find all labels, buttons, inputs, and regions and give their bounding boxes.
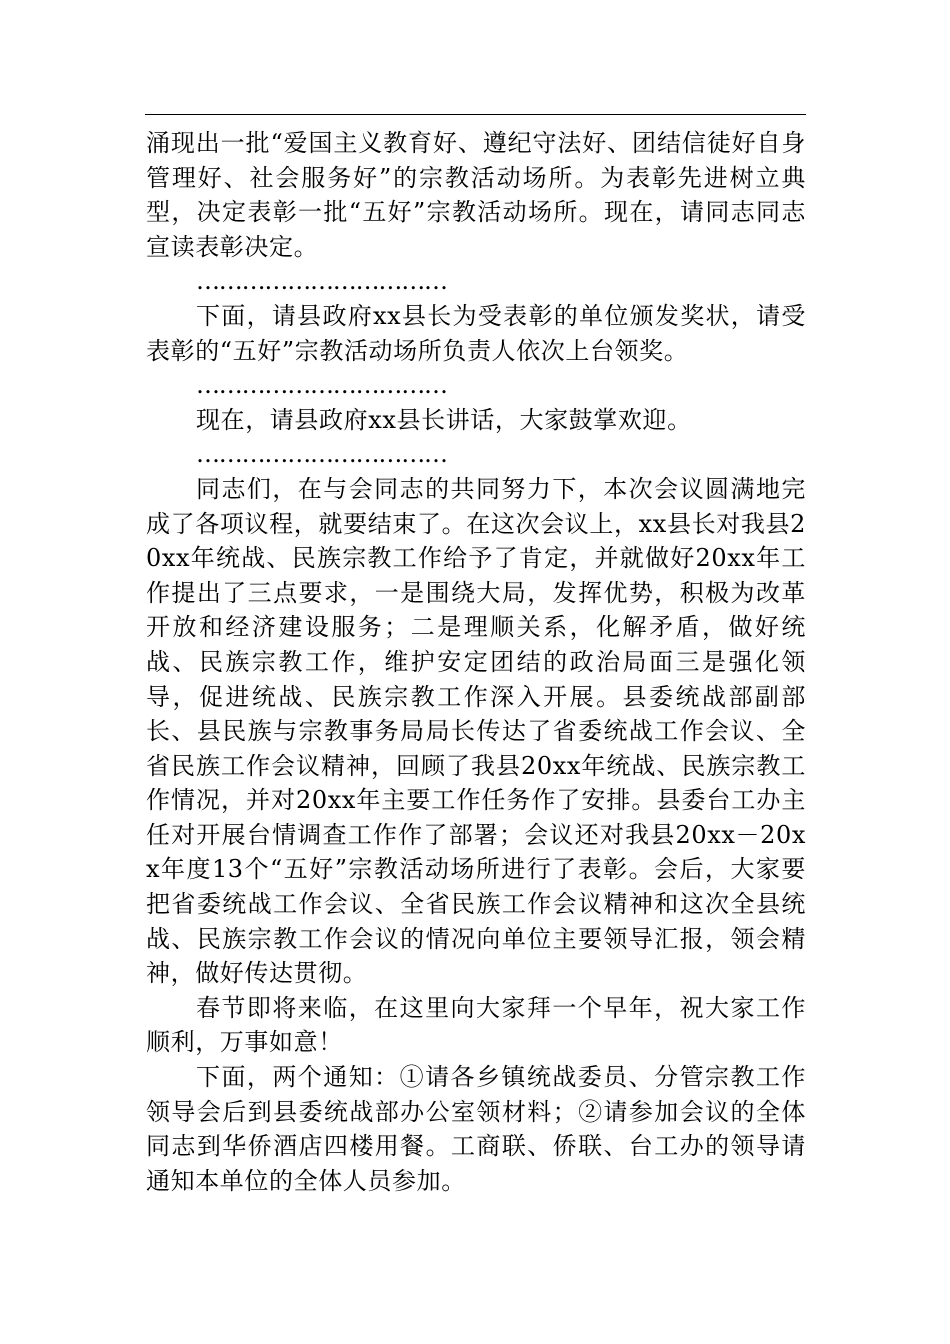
paragraph-speech-invitation: 现在，请县政府xx县长讲话，大家鼓掌欢迎。 [196,405,692,434]
ellipsis-separator: …………………………… [196,440,447,469]
header-rule [145,114,806,115]
paragraph-new-year-greeting: 春节即将来临，在这里向大家拜一个早年，祝大家工作顺利，万事如意！ [146,993,806,1057]
paragraph-meeting-summary: 同志们，在与会同志的共同努力下，本次会议圆满地完成了各项议程，就要结束了。在这次会议上，xx县长对我县20xx年统战、民族宗教工作给予了肯定，并就做好20xx年工作提出了三点要求，一是围绕大局，发挥优势，积极为改革开放和经济建设服务；二是理顺关系，化解矛盾，做好统战、民族宗教工作，维护安定团结的政治局面三是强化领导，促进统战、民族宗教工作深入开展。县委统战部副部长、县民族与宗教事务局局长传达了省委统战工作会议、全省民族工作会议精神，回顾了我县20xx年统战、民族宗教工作情况，并对20xx年主要工作任务作了安排。县委台工办主任对开展台情调查工作作了部署；会议还对我县20xx－20xx年度13个“五好”宗教活动场所进行了表彰。会后，大家要把省委统战工作会议、全省民族工作会议精神和这次全县统战、民族宗教工作会议的情况向单位主要领导汇报，领会精神，做好传达贯彻。 [146,474,806,988]
paragraph-notices: 下面，两个通知：①请各乡镇统战委员、分管宗教工作领导会后到县委统战部办公室领材料；②请参加会议的全体同志到华侨酒店四楼用餐。工商联、侨联、台工办的领导请通知本单位的全体人员参加。 [146,1063,806,1195]
paragraph-commendation-intro: 涌现出一批“爱国主义教育好、遵纪守法好、团结信徒好自身管理好、社会服务好”的宗教活动场所。为表彰先进树立典型，决定表彰一批“五好”宗教活动场所。现在，请同志同志宣读表彰决定。 [146,129,806,261]
ellipsis-separator: …………………………… [196,267,447,296]
paragraph-award-presentation: 下面，请县政府xx县长为受表彰的单位颁发奖状，请受表彰的“五好”宗教活动场所负责人依次上台领奖。 [146,301,806,365]
ellipsis-separator: …………………………… [196,371,447,400]
document-body [146,126,806,1198]
